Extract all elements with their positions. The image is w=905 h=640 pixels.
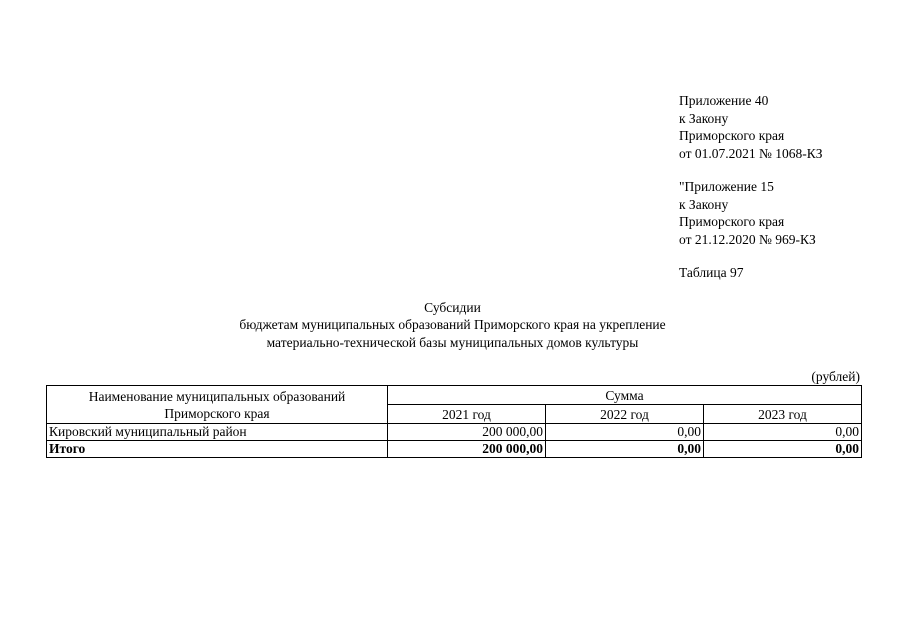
municipality-column-header: Наименование муниципальных образований Приморского края (47, 386, 388, 424)
table-number: Таблица 97 (679, 265, 744, 280)
total-row (47, 441, 862, 458)
annex-current-date: от 01.07.2021 № 1068-КЗ (679, 145, 823, 161)
annex-previous-date: от 21.12.2020 № 969-КЗ (679, 231, 816, 247)
table-row (47, 424, 862, 441)
annex-previous-region: Приморского края (679, 214, 785, 230)
total-2023: 0,00 (704, 441, 862, 458)
year-header-2022: 2022 год (546, 405, 704, 424)
table-header-row (47, 386, 862, 405)
amount-2023: 0,00 (704, 424, 862, 441)
title-line-3: материально-технической базы муниципальных домов культуры (266, 334, 639, 350)
annex-current-number: Приложение 40 (679, 93, 769, 108)
year-header-2023: 2023 год (704, 405, 862, 424)
annex-current-region: Приморского края (679, 128, 785, 144)
annex-previous-block (679, 178, 816, 248)
year-header-2021: 2021 год (388, 405, 546, 424)
municipality-name: Кировский муниципальный район (47, 424, 388, 441)
total-label: Итого (47, 441, 388, 458)
subsidy-table (46, 385, 862, 458)
amount-2022: 0,00 (546, 424, 704, 441)
unit-label: (рублей) (811, 369, 860, 384)
total-2021: 200 000,00 (388, 441, 546, 458)
annex-previous-law: к Закону (679, 196, 729, 212)
annex-previous-number: "Приложение 15 (679, 179, 774, 194)
title-line-2: бюджетам муниципальных образований Приморского края на укрепление (239, 317, 666, 333)
annex-current-law: к Закону (679, 110, 729, 126)
document-title (150, 299, 755, 351)
title-line-1: Субсидии (424, 300, 481, 315)
amount-2021: 200 000,00 (388, 424, 546, 441)
total-2022: 0,00 (546, 441, 704, 458)
annex-current-block (679, 92, 823, 162)
sum-column-header: Сумма (388, 386, 862, 405)
